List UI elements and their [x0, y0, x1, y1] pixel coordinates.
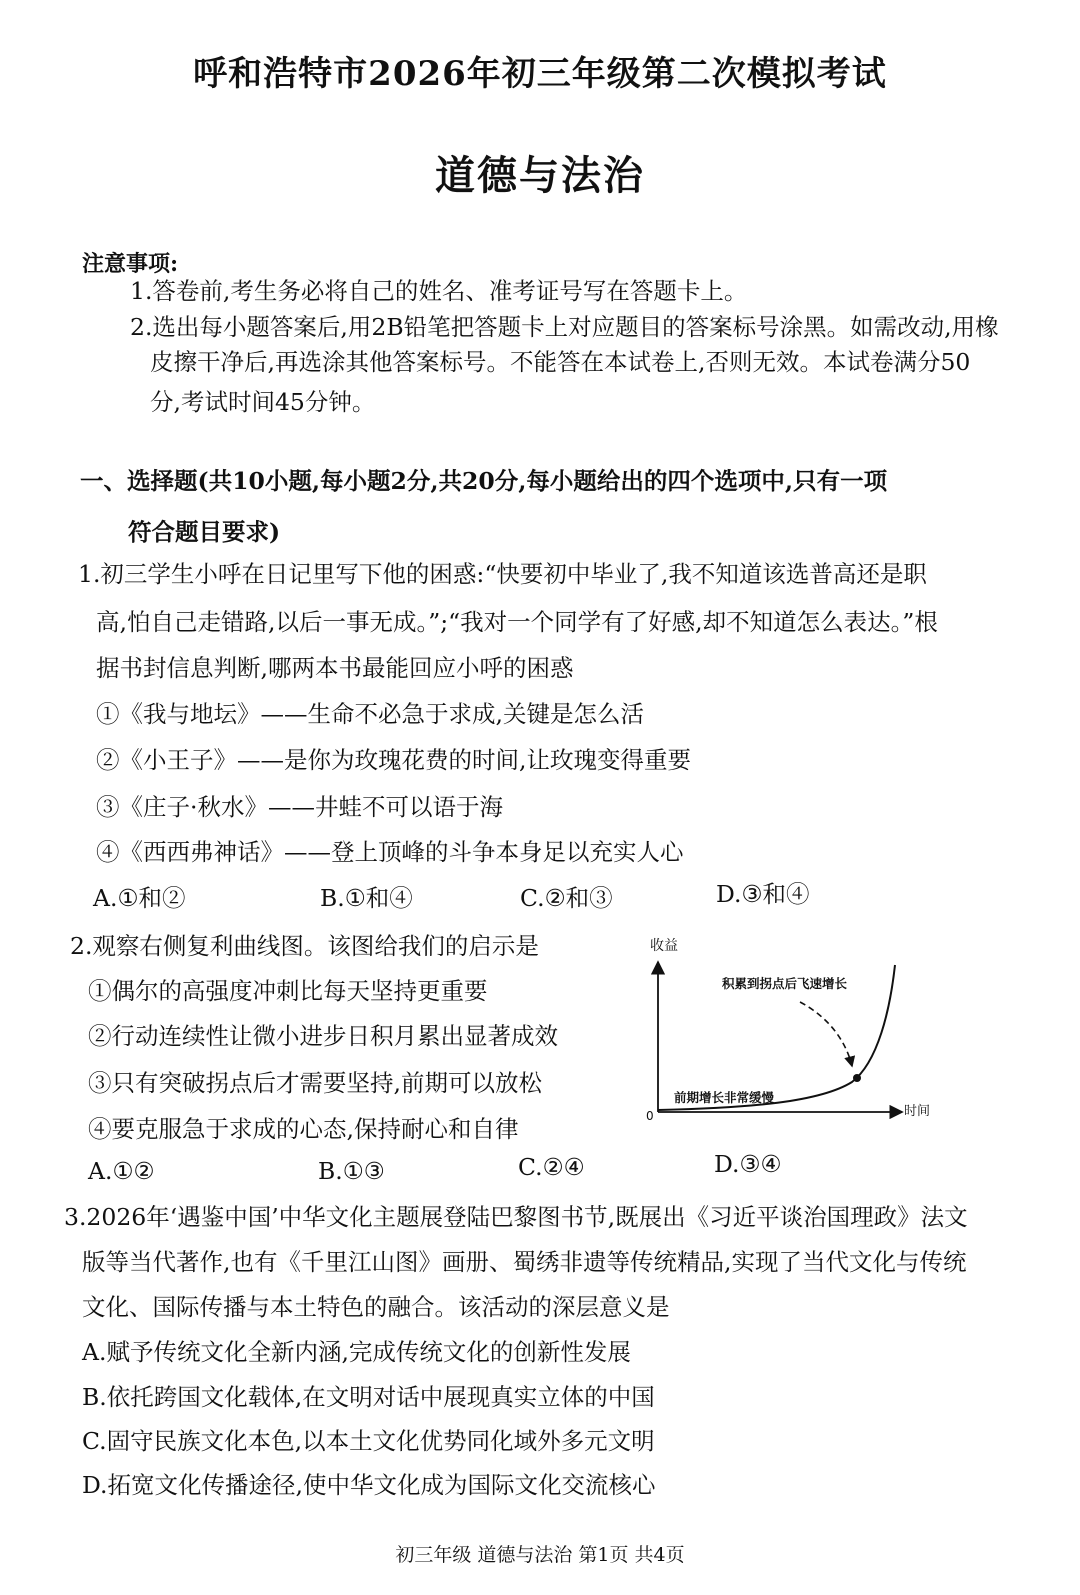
q3-option-c: C.固守民族文化本色,以本土文化优势同化域外多元文明: [82, 1427, 655, 1455]
note-slow-growth: 前期增长非常缓慢: [674, 1090, 775, 1105]
q1-item-1: ①《我与地坛》——生命不必急于求成,关键是怎么活: [96, 700, 644, 728]
q3-option-d: D.拓宽文化传播途径,使中华文化成为国际文化交流核心: [82, 1471, 656, 1499]
exam-title: 呼和浩特市2026年初三年级第二次模拟考试: [193, 54, 887, 94]
q1-option-d: D.③和④: [716, 880, 810, 908]
x-axis-label: 时间: [904, 1104, 931, 1119]
q3-stem-line-1: 3.2026年‘遇鉴中国’中华文化主题展登陆巴黎图书节,既展出《习近平谈治国理政》法文: [64, 1203, 968, 1231]
section-heading-line-2: 符合题目要求): [128, 518, 281, 546]
q2-option-a: A.①②: [88, 1157, 155, 1185]
compound-curve-chart: [640, 930, 940, 1130]
q2-option-c: C.②④: [518, 1153, 585, 1181]
q1-stem-line-2: 高,怕自己走错路,以后一事无成。”;“我对一个同学有了好感,却不知道怎么表达。”根: [96, 608, 938, 636]
q2-item-1: ①偶尔的高强度冲刺比每天坚持更重要: [88, 977, 488, 1005]
page-footer: 初三年级 道德与法治 第1页 共4页: [395, 1544, 685, 1566]
notice-item-1: 1.答卷前,考生务必将自己的姓名、准考证号写在答题卡上。: [130, 277, 748, 305]
q1-option-a: A.①和②: [93, 884, 186, 912]
q2-item-4: ④要克服急于求成的心态,保持耐心和自律: [88, 1115, 519, 1143]
q3-option-b: B.依托跨国文化载体,在文明对话中展现真实立体的中国: [82, 1383, 655, 1411]
dashed-arrow: [800, 1002, 852, 1066]
subject-title: 道德与法治: [435, 152, 645, 199]
q2-option-d: D.③④: [714, 1150, 782, 1178]
q2-stem: 2.观察右侧复利曲线图。该图给我们的启示是: [70, 932, 539, 960]
section-heading-line-1: 一、选择题(共10小题,每小题2分,共20分,每小题给出的四个选项中,只有一项: [80, 467, 888, 495]
q2-item-2: ②行动连续性让微小进步日积月累出显著成效: [88, 1022, 558, 1050]
q3-stem-line-2: 版等当代著作,也有《千里江山图》画册、蜀绣非遗等传统精品,实现了当代文化与传统: [82, 1248, 967, 1276]
q1-item-4: ④《西西弗神话》——登上顶峰的斗争本身足以充实人心: [96, 838, 684, 866]
notice-item-2-line-3: 分,考试时间45分钟。: [150, 388, 376, 416]
note-rapid-growth: 积累到拐点后飞速增长: [722, 976, 848, 991]
inflection-point: [853, 1074, 861, 1082]
q1-option-c: C.②和③: [520, 884, 613, 912]
y-axis-label: 收益: [650, 938, 678, 954]
q1-stem-line-3: 据书封信息判断,哪两本书最能回应小呼的困惑: [96, 654, 574, 682]
notice-item-2-line-1: 2.选出每小题答案后,用2B铅笔把答题卡上对应题目的答案标号涂黑。如需改动,用橡: [130, 313, 999, 341]
q1-item-2: ②《小王子》——是你为玫瑰花费的时间,让玫瑰变得重要: [96, 746, 691, 774]
q1-item-3: ③《庄子·秋水》——井蛙不可以语于海: [96, 793, 503, 821]
q3-option-a: A.赋予传统文化全新内涵,完成传统文化的创新性发展: [82, 1338, 631, 1366]
q3-stem-line-3: 文化、国际传播与本土特色的融合。该活动的深层意义是: [82, 1293, 670, 1321]
q1-option-b: B.①和④: [320, 884, 413, 912]
q2-option-b: B.①③: [318, 1157, 385, 1185]
notice-item-2-line-2: 皮擦干净后,再选涂其他答案标号。不能答在本试卷上,否则无效。本试卷满分50: [150, 348, 971, 376]
q2-item-3: ③只有突破拐点后才需要坚持,前期可以放松: [88, 1069, 542, 1097]
origin-label: 0: [646, 1109, 654, 1123]
q1-stem-line-1: 1.初三学生小呼在日记里写下他的困惑:“快要初中毕业了,我不知道该选普高还是职: [78, 560, 927, 588]
notice-heading: 注意事项:: [82, 251, 179, 277]
